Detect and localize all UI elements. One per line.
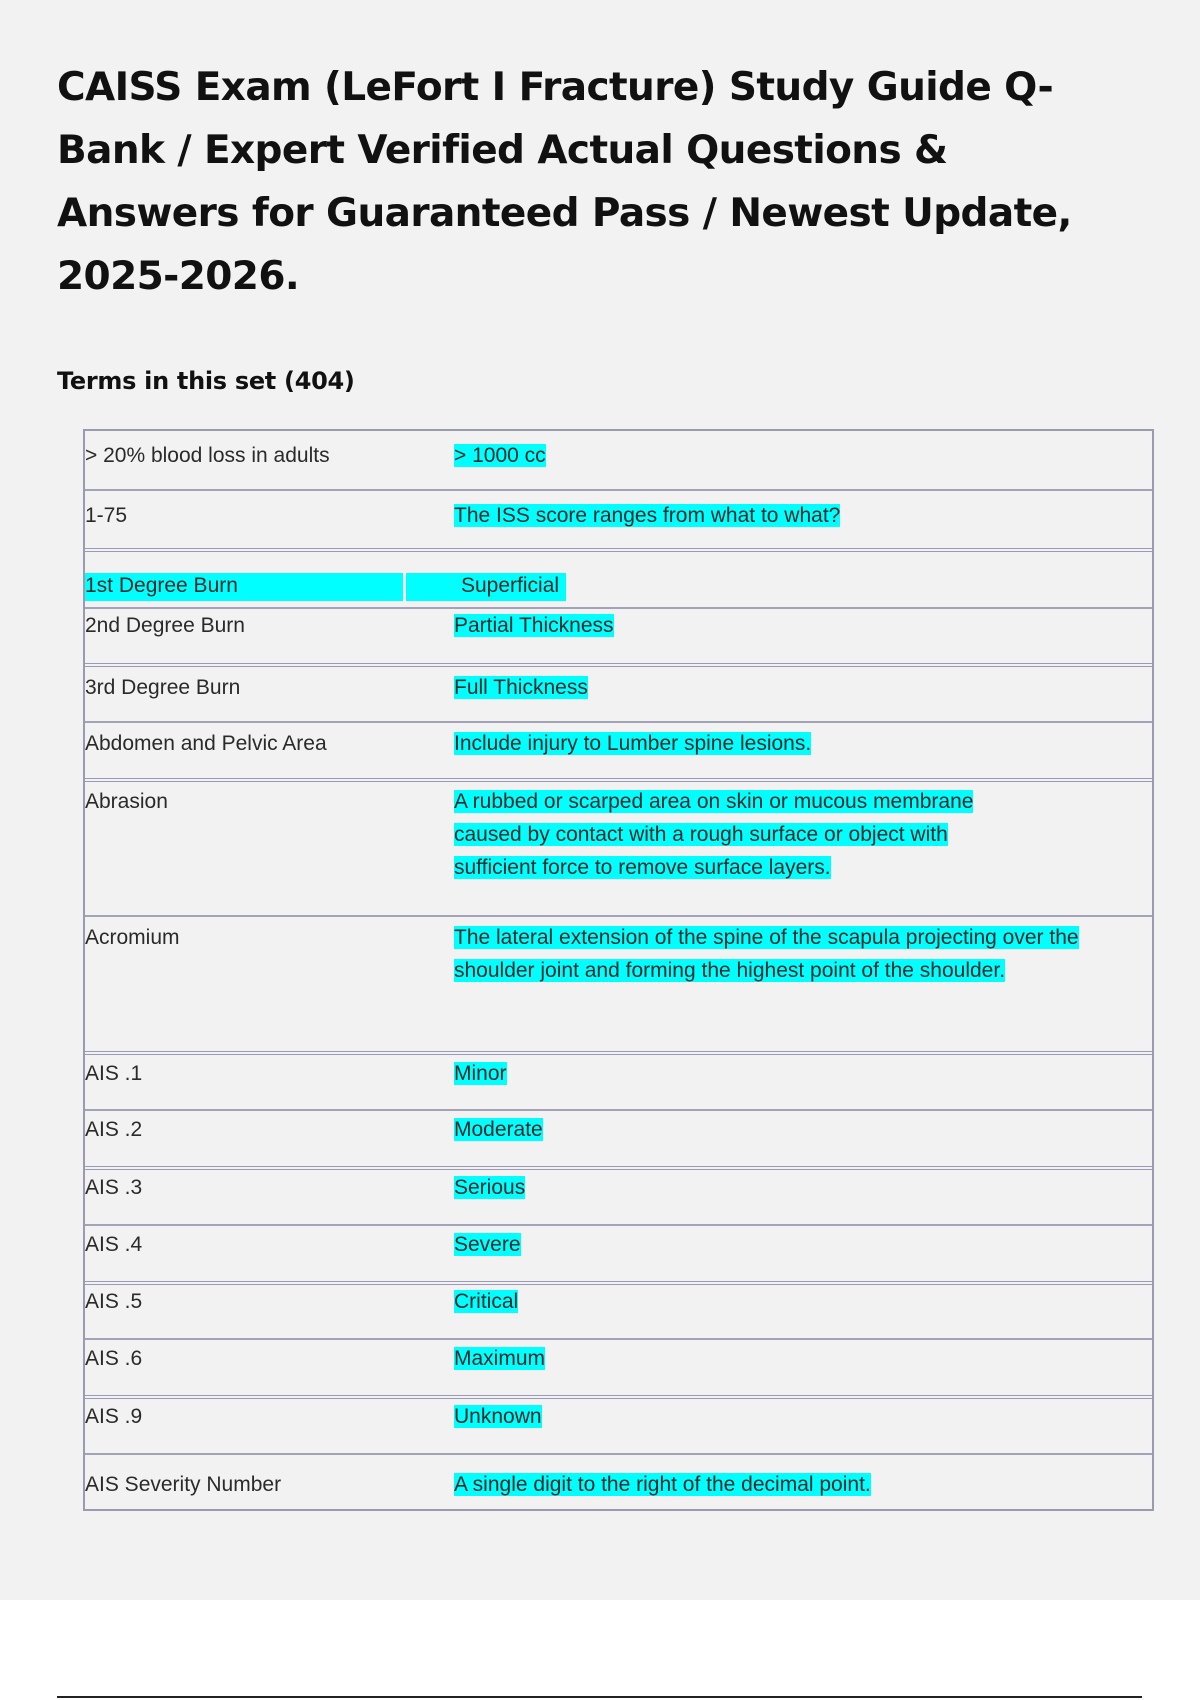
table-row (85, 663, 1152, 721)
definition-cell: Moderate (454, 1118, 543, 1141)
definition-cell: The ISS score ranges from what to what? (454, 504, 841, 527)
term-cell: > 20% blood loss in adults (85, 444, 330, 467)
term-cell: AIS .1 (85, 1062, 143, 1085)
definition-cell: Full Thickness (454, 676, 588, 699)
term-cell: AIS .3 (85, 1176, 143, 1199)
definition-cell: Include injury to Lumber spine lesions. (454, 732, 812, 755)
table-row (85, 489, 1152, 548)
term-cell: Acromium (85, 926, 180, 949)
definition-cell: A rubbed or scarped area on skin or mucous membrane caused by contact with a rough surface or object with sufficient force to remove surface layers. (454, 790, 974, 879)
table-row (85, 607, 1152, 663)
term-cell: 3rd Degree Burn (85, 676, 241, 699)
table-row (85, 1109, 1152, 1166)
term-cell: Abrasion (85, 790, 168, 813)
table-row (85, 1224, 1152, 1281)
definition-cell: Maximum (454, 1347, 546, 1370)
term-cell: AIS .5 (85, 1290, 143, 1313)
definition-cell: Critical (454, 1290, 519, 1313)
definition-cell: Unknown (454, 1405, 542, 1428)
table-row (85, 1051, 1152, 1109)
definition-cell: Partial Thickness (454, 614, 614, 637)
definition-cell: Minor (454, 1062, 507, 1085)
term-cell: 1-75 (85, 504, 128, 527)
definition-cell: Severe (454, 1233, 521, 1256)
definition-cell: A single digit to the right of the decimal point. (454, 1473, 871, 1496)
term-cell: Abdomen and Pelvic Area (85, 732, 327, 755)
term-cell: AIS .2 (85, 1118, 143, 1141)
table-row (85, 1338, 1152, 1395)
table-row (85, 548, 1152, 607)
definition-cell: The lateral extension of the spine of the scapula projecting over the shoulder joint and forming the highest point of the shoulder. (454, 926, 1079, 982)
definition-cell: > 1000 cc (454, 444, 546, 467)
table-row (85, 778, 1152, 915)
table-row (85, 1453, 1152, 1509)
term-cell: AIS .9 (85, 1405, 143, 1428)
table-row (85, 1281, 1152, 1338)
table-row (85, 431, 1152, 489)
term-cell: AIS .6 (85, 1347, 143, 1370)
terms-table (83, 429, 1154, 1511)
term-cell: 2nd Degree Burn (85, 614, 245, 637)
term-cell: AIS Severity Number (85, 1473, 282, 1496)
terms-count-heading: Terms in this set (404) (57, 367, 355, 395)
term-cell: 1st Degree Burn (85, 574, 238, 597)
table-row (85, 721, 1152, 778)
footer-divider (57, 1696, 1142, 1698)
table-row (85, 1166, 1152, 1224)
definition-cell: Superficial (461, 574, 560, 597)
table-row (85, 915, 1152, 1051)
definition-cell: Serious (454, 1176, 526, 1199)
document-title: CAISS Exam (LeFort I Fracture) Study Guide Q-Bank / Expert Verified Actual Questions & Answers for Guaranteed Pass / Newest Update, 2025-2026. (57, 65, 1072, 299)
term-cell: AIS .4 (85, 1233, 143, 1256)
table-row (85, 1395, 1152, 1453)
